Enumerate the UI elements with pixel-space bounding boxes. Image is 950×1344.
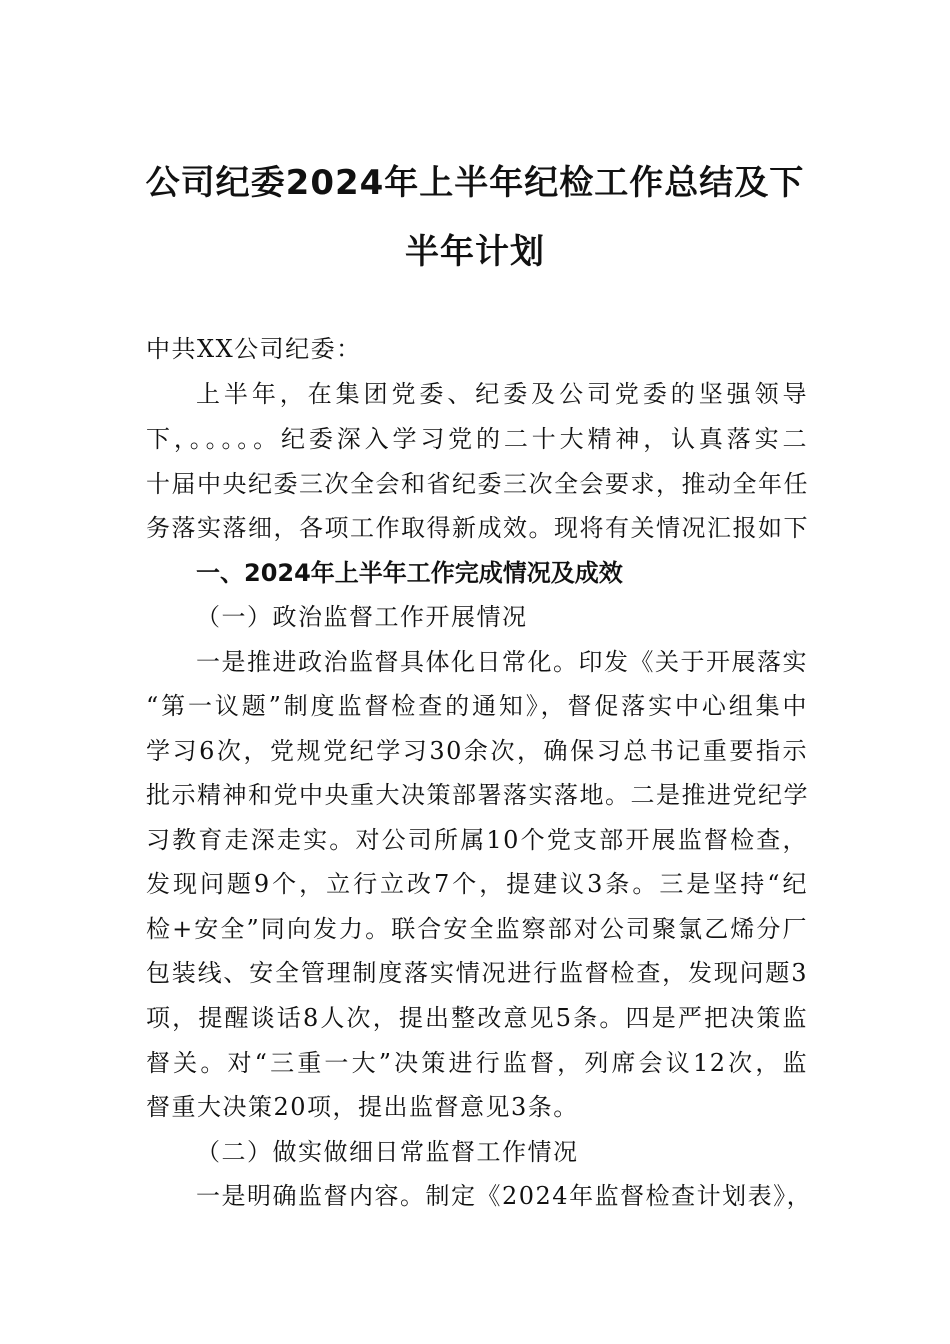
- paragraph-line: 上半年，在集团党委、纪委及公司党委的坚强领导: [196, 380, 808, 408]
- paragraph-line: 批示精神和党中央重大决策部署落实落地。二是推进党纪学: [146, 781, 809, 809]
- paragraph-line: 下，。。。。。纪委深入学习党的二十大精神，认真落实二: [146, 425, 808, 453]
- document-title-line-1: 公司纪委2024年上半年纪检工作总结及下: [145, 163, 805, 203]
- paragraph-line: 督关。对“三重一大”决策进行监督，列席会议12次，监: [146, 1049, 808, 1077]
- section-heading: 一、2024年上半年工作完成情况及成效: [196, 559, 623, 587]
- paragraph-line: 项，提醒谈话8人次，提出整改意见5条。四是严把决策监: [146, 1004, 808, 1032]
- paragraph-line: 一是推进政治监督具体化日常化。印发《关于开展落实: [196, 648, 808, 676]
- document-title-line-2: 半年计划: [405, 232, 545, 272]
- paragraph-line: 包装线、安全管理制度落实情况进行监督检查，发现问题3: [146, 959, 808, 987]
- paragraph-line: 学习6次，党规党纪学习30余次，确保习总书记重要指示: [146, 737, 808, 765]
- paragraph-line: 十届中央纪委三次全会和省纪委三次全会要求，推动全年任: [146, 470, 809, 498]
- subsection-heading: （二）做实做细日常监督工作情况: [196, 1138, 579, 1166]
- subsection-heading: （一）政治监督工作开展情况: [196, 603, 528, 631]
- paragraph-line: 检+安全”同向发力。联合安全监察部对公司聚氯乙烯分厂: [146, 915, 808, 943]
- paragraph-line: 督重大决策20项，提出监督意见3条。: [146, 1093, 579, 1121]
- paragraph-line: 一是明确监督内容。制定《2024年监督检查计划表》，: [196, 1182, 813, 1210]
- paragraph-line: 发现问题9个，立行立改7个，提建议3条。三是坚持“纪: [146, 870, 808, 898]
- paragraph-line: 习教育走深走实。对公司所属10个党支部开展监督检查，: [146, 826, 808, 854]
- paragraph-line: 务落实落细，各项工作取得新成效。现将有关情况汇报如下: [146, 514, 809, 542]
- paragraph-line: “第一议题”制度监督检查的通知》，督促落实中心组集中: [146, 692, 808, 720]
- salutation: 中共XX公司纪委：: [146, 335, 362, 363]
